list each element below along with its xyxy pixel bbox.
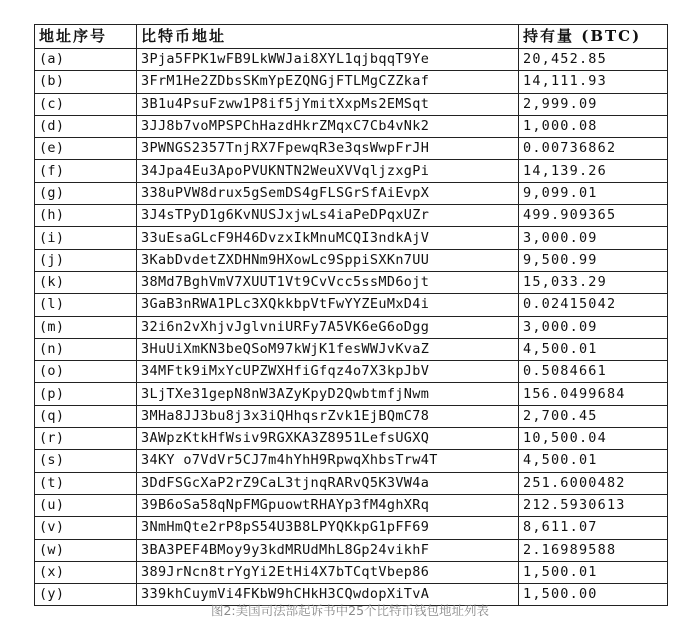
figure-caption: 图2:美国司法部起诉书中25个比特币钱包地址列表 <box>210 603 490 618</box>
table-row <box>35 539 668 561</box>
header-address: 比特币地址 <box>137 25 519 49</box>
bitcoin-address: 3BA3PEF4BMoy9y3kdMRUdMhL8Gp24vikhF <box>137 539 519 561</box>
btc-amount: 156.0499684 <box>519 383 668 405</box>
bitcoin-address: 3KabDvdetZXDHNm9HXowLc9SppiSXKn7UU <box>137 249 519 271</box>
table-row <box>35 338 668 360</box>
bitcoin-address: 3JJ8b7voMPSPChHazdHkrZMqxC7Cb4vNk2 <box>137 115 519 137</box>
row-index: (x) <box>35 561 137 583</box>
bitcoin-address-table <box>34 24 668 606</box>
table-header-row <box>35 25 668 49</box>
bitcoin-address: 3PWNGS2357TnjRX7FpewqR3e3qsWwpFrJH <box>137 138 519 160</box>
bitcoin-address: 33uEsaGLcF9H46DvzxIkMnuMCQI3ndkAjV <box>137 227 519 249</box>
table-row <box>35 160 668 182</box>
bitcoin-address: 38Md7BghVmV7XUUT1Vt9CvVcc5ssMD6ojt <box>137 271 519 293</box>
bitcoin-address: 389JrNcn8trYgYi2EtHi4X7bTCqtVbep86 <box>137 561 519 583</box>
header-index: 地址序号 <box>35 25 137 49</box>
bitcoin-address: 3LjTXe31gepN8nW3AZyKpyD2QwbtmfjNwm <box>137 383 519 405</box>
btc-amount: 10,500.04 <box>519 428 668 450</box>
table-row <box>35 71 668 93</box>
table-row <box>35 450 668 472</box>
table-row <box>35 249 668 271</box>
table-row <box>35 472 668 494</box>
table-row <box>35 227 668 249</box>
btc-amount: 2,700.45 <box>519 405 668 427</box>
header-amount: 持有量 (BTC) <box>519 25 668 49</box>
bitcoin-address: 3B1u4PsuFzww1P8if5jYmitXxpMs2EMSqt <box>137 93 519 115</box>
bitcoin-address: 34Jpa4Eu3ApoPVUKNTN2WeuXVVqljzxgPi <box>137 160 519 182</box>
row-index: (n) <box>35 338 137 360</box>
row-index: (w) <box>35 539 137 561</box>
table-row <box>35 115 668 137</box>
bitcoin-address: 3GaB3nRWA1PLc3XQkkbpVtFwYYZEuMxD4i <box>137 294 519 316</box>
table-row <box>35 517 668 539</box>
btc-amount: 499.909365 <box>519 205 668 227</box>
table-row <box>35 49 668 71</box>
table-row <box>35 93 668 115</box>
table-row <box>35 361 668 383</box>
table-row <box>35 494 668 516</box>
table-row <box>35 383 668 405</box>
row-index: (v) <box>35 517 137 539</box>
row-index: (h) <box>35 205 137 227</box>
btc-amount: 4,500.01 <box>519 338 668 360</box>
row-index: (q) <box>35 405 137 427</box>
row-index: (c) <box>35 93 137 115</box>
bitcoin-address: 3AWpzKtkHfWsiv9RGXKA3Z8951LefsUGXQ <box>137 428 519 450</box>
table-row <box>35 316 668 338</box>
btc-amount: 1,500.00 <box>519 584 668 606</box>
row-index: (t) <box>35 472 137 494</box>
btc-amount: 15,033.29 <box>519 271 668 293</box>
table-row <box>35 182 668 204</box>
bitcoin-address: 39B6oSa58qNpFMGpuowtRHAYp3fM4ghXRq <box>137 494 519 516</box>
bitcoin-address: 3MHa8JJ3bu8j3x3iQHhqsrZvk1EjBQmC78 <box>137 405 519 427</box>
row-index: (b) <box>35 71 137 93</box>
btc-amount: 4,500.01 <box>519 450 668 472</box>
bitcoin-address: 3J4sTPyD1g6KvNUSJxjwLs4iaPeDPqxUZr <box>137 205 519 227</box>
row-index: (o) <box>35 361 137 383</box>
btc-amount: 212.5930613 <box>519 494 668 516</box>
row-index: (a) <box>35 49 137 71</box>
table-row <box>35 138 668 160</box>
bitcoin-address: 34MFtk9iMxYcUPZWXHfiGfqz4o7X3kpJbV <box>137 361 519 383</box>
btc-amount: 0.00736862 <box>519 138 668 160</box>
btc-amount: 251.6000482 <box>519 472 668 494</box>
btc-amount: 20,452.85 <box>519 49 668 71</box>
row-index: (i) <box>35 227 137 249</box>
row-index: (k) <box>35 271 137 293</box>
btc-amount: 1,000.08 <box>519 115 668 137</box>
row-index: (y) <box>35 584 137 606</box>
table-row <box>35 405 668 427</box>
row-index: (f) <box>35 160 137 182</box>
row-index: (g) <box>35 182 137 204</box>
btc-amount: 0.5084661 <box>519 361 668 383</box>
table-row <box>35 271 668 293</box>
bitcoin-address: 3DdFSGcXaP2rZ9CaL3tjnqRARvQ5K3VW4a <box>137 472 519 494</box>
bitcoin-address: 3Pja5FPK1wFB9LkWWJai8XYL1qjbqqT9Ye <box>137 49 519 71</box>
row-index: (e) <box>35 138 137 160</box>
btc-amount: 14,111.93 <box>519 71 668 93</box>
bitcoin-address: 3FrM1He2ZDbsSKmYpEZQNGjFTLMgCZZkaf <box>137 71 519 93</box>
btc-amount: 3,000.09 <box>519 227 668 249</box>
btc-amount: 3,000.09 <box>519 316 668 338</box>
btc-amount: 1,500.01 <box>519 561 668 583</box>
address-table-container <box>34 24 667 606</box>
row-index: (u) <box>35 494 137 516</box>
row-index: (p) <box>35 383 137 405</box>
btc-amount: 9,099.01 <box>519 182 668 204</box>
table-row <box>35 428 668 450</box>
bitcoin-address: 338uPVW8drux5gSemDS4gFLSGrSfAiEvpX <box>137 182 519 204</box>
bitcoin-address: 34KY o7VdVr5CJ7m4hYhH9RpwqXhbsTrw4T <box>137 450 519 472</box>
bitcoin-address: 32i6n2vXhjvJglvniURFy7A5VK6eG6oDgg <box>137 316 519 338</box>
row-index: (d) <box>35 115 137 137</box>
row-index: (l) <box>35 294 137 316</box>
btc-amount: 2,999.09 <box>519 93 668 115</box>
bitcoin-address: 3HuUiXmKN3beQSoM97kWjK1fesWWJvKvaZ <box>137 338 519 360</box>
btc-amount: 9,500.99 <box>519 249 668 271</box>
table-row <box>35 561 668 583</box>
row-index: (m) <box>35 316 137 338</box>
table-row <box>35 294 668 316</box>
row-index: (r) <box>35 428 137 450</box>
table-row <box>35 205 668 227</box>
row-index: (s) <box>35 450 137 472</box>
btc-amount: 2.16989588 <box>519 539 668 561</box>
row-index: (j) <box>35 249 137 271</box>
bitcoin-address: 3NmHmQte2rP8pS54U3B8LPYQKkpG1pFF69 <box>137 517 519 539</box>
btc-amount: 14,139.26 <box>519 160 668 182</box>
bitcoin-address: 339khCuymVi4FKbW9hCHkH3CQwdopXiTvA <box>137 584 519 606</box>
btc-amount: 8,611.07 <box>519 517 668 539</box>
btc-amount: 0.02415042 <box>519 294 668 316</box>
